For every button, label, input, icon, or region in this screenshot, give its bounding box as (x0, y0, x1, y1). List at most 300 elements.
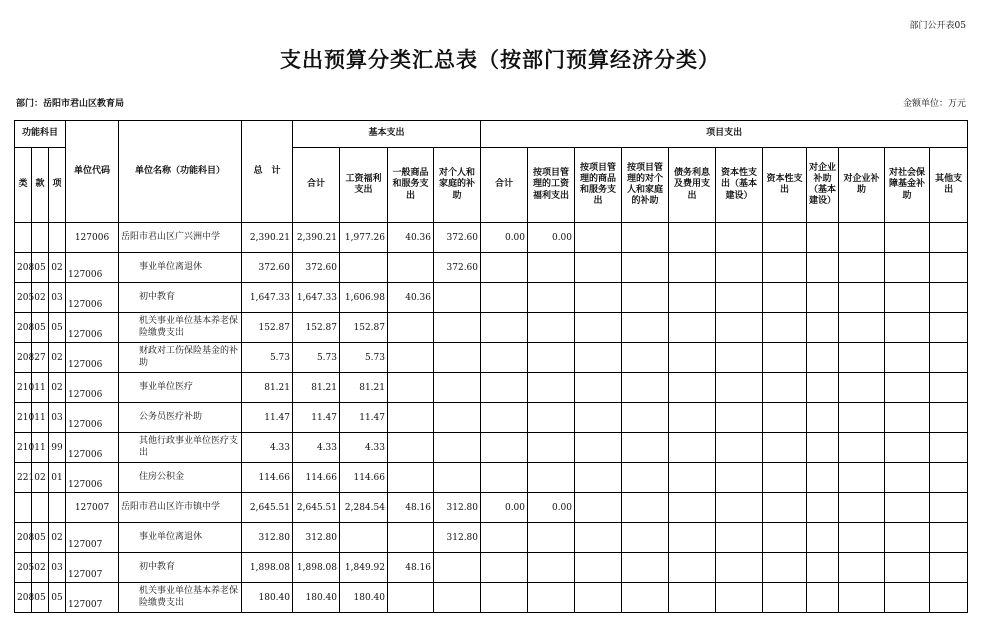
basic-total-cell: 11.47 (293, 403, 340, 433)
basic-total-cell: 312.80 (293, 523, 340, 553)
project-total-cell (481, 553, 528, 583)
project-total-cell (481, 433, 528, 463)
unit-code-cell: 127006 (66, 223, 119, 253)
project-total-cell: 0.00 (481, 223, 528, 253)
empty-cell (807, 283, 839, 313)
kuan-cell: 27 (32, 343, 49, 373)
header-project-debt: 债务利息及费用支出 (669, 148, 716, 223)
empty-cell (885, 523, 930, 553)
empty-cell (716, 373, 763, 403)
project-wage-cell (528, 433, 575, 463)
header-project-social-security: 对社会保障基金补助 (885, 148, 930, 223)
empty-cell (807, 493, 839, 523)
empty-cell (622, 553, 669, 583)
project-wage-cell (528, 343, 575, 373)
unit-label: 金额单位：万元 (902, 99, 966, 109)
basic-wage-cell: 81.21 (340, 373, 388, 403)
empty-cell (839, 553, 885, 583)
empty-cell (763, 373, 807, 403)
basic-goods-cell (388, 463, 434, 493)
empty-cell (885, 313, 930, 343)
unit-code-cell: 127006 (66, 373, 119, 403)
project-total-cell (481, 343, 528, 373)
kuan-cell: 11 (32, 373, 49, 403)
unit-code-cell: 127006 (66, 283, 119, 313)
header-basic-personal: 对个人和家庭的补助 (434, 148, 481, 223)
project-total-cell (481, 583, 528, 613)
empty-cell (716, 463, 763, 493)
unit-name-cell: 岳阳市君山区广兴洲中学 (119, 223, 242, 253)
kuan-cell: 02 (32, 463, 49, 493)
empty-cell (763, 343, 807, 373)
empty-cell (885, 373, 930, 403)
kuan-cell: 05 (32, 253, 49, 283)
unit-name-cell: 财政对工伤保险基金的补助 (119, 343, 242, 373)
project-wage-cell (528, 463, 575, 493)
unit-code-cell: 127006 (66, 313, 119, 343)
empty-cell (839, 403, 885, 433)
empty-cell (930, 493, 968, 523)
empty-cell (763, 403, 807, 433)
empty-cell (622, 493, 669, 523)
total-cell: 1,898.08 (242, 553, 293, 583)
basic-personal-cell: 312.80 (434, 493, 481, 523)
unit-name-cell: 公务员医疗补助 (119, 403, 242, 433)
kuan-cell: 11 (32, 403, 49, 433)
empty-cell (575, 553, 622, 583)
header-unit-code: 单位代码 (66, 121, 119, 223)
empty-cell (807, 523, 839, 553)
table-row (15, 523, 968, 553)
kuan-cell: 02 (32, 553, 49, 583)
basic-wage-cell: 114.66 (340, 463, 388, 493)
empty-cell (763, 523, 807, 553)
empty-cell (807, 553, 839, 583)
empty-cell (575, 253, 622, 283)
table-row (15, 253, 968, 283)
empty-cell (575, 583, 622, 613)
header-basic-wage: 工资福利支出 (340, 148, 388, 223)
lei-cell: 210 (15, 433, 32, 463)
empty-cell (716, 403, 763, 433)
basic-personal-cell: 372.60 (434, 253, 481, 283)
empty-cell (622, 253, 669, 283)
empty-cell (807, 403, 839, 433)
kuan-cell: 05 (32, 583, 49, 613)
header-func-subject: 功能科目 (15, 121, 66, 148)
basic-total-cell: 5.73 (293, 343, 340, 373)
total-cell: 372.60 (242, 253, 293, 283)
project-total-cell (481, 253, 528, 283)
xiang-cell: 05 (49, 583, 66, 613)
basic-total-cell: 2,645.51 (293, 493, 340, 523)
unit-code-cell: 127006 (66, 253, 119, 283)
empty-cell (669, 313, 716, 343)
header-project-wage: 按项目管理的工资福利支出 (528, 148, 575, 223)
empty-cell (807, 253, 839, 283)
empty-cell (930, 463, 968, 493)
project-total-cell (481, 463, 528, 493)
xiang-cell: 02 (49, 373, 66, 403)
basic-total-cell: 1,647.33 (293, 283, 340, 313)
basic-goods-cell (388, 373, 434, 403)
empty-cell (930, 253, 968, 283)
empty-cell (716, 553, 763, 583)
project-wage-cell (528, 253, 575, 283)
empty-cell (807, 433, 839, 463)
lei-cell: 221 (15, 463, 32, 493)
empty-cell (622, 223, 669, 253)
basic-personal-cell: 372.60 (434, 223, 481, 253)
empty-cell (763, 433, 807, 463)
empty-cell (669, 583, 716, 613)
basic-personal-cell (434, 313, 481, 343)
empty-cell (622, 523, 669, 553)
empty-cell (885, 283, 930, 313)
empty-cell (930, 283, 968, 313)
basic-goods-cell: 48.16 (388, 553, 434, 583)
xiang-cell: 03 (49, 283, 66, 313)
total-cell: 180.40 (242, 583, 293, 613)
header-project: 项目支出 (481, 121, 968, 148)
empty-cell (575, 403, 622, 433)
xiang-cell (49, 223, 66, 253)
unit-name-cell: 住房公积金 (119, 463, 242, 493)
unit-code-cell: 127006 (66, 343, 119, 373)
empty-cell (575, 283, 622, 313)
empty-cell (839, 583, 885, 613)
basic-goods-cell (388, 523, 434, 553)
empty-cell (575, 373, 622, 403)
total-cell: 152.87 (242, 313, 293, 343)
empty-cell (839, 253, 885, 283)
unit-code-cell: 127007 (66, 523, 119, 553)
total-cell: 11.47 (242, 403, 293, 433)
empty-cell (839, 283, 885, 313)
basic-total-cell: 1,898.08 (293, 553, 340, 583)
basic-wage-cell: 5.73 (340, 343, 388, 373)
total-cell: 114.66 (242, 463, 293, 493)
project-wage-cell: 0.00 (528, 223, 575, 253)
header-xiang: 项 (49, 148, 66, 223)
basic-wage-cell: 1,849.92 (340, 553, 388, 583)
empty-cell (622, 583, 669, 613)
basic-total-cell: 152.87 (293, 313, 340, 343)
empty-cell (885, 223, 930, 253)
empty-cell (807, 343, 839, 373)
empty-cell (669, 463, 716, 493)
kuan-cell (32, 493, 49, 523)
page-title: 支出预算分类汇总表（按部门预算经济分类） (280, 47, 720, 72)
empty-cell (930, 343, 968, 373)
empty-cell (839, 433, 885, 463)
basic-total-cell: 114.66 (293, 463, 340, 493)
header-project-enterprise-construction: 对企业补助（基本建设） (807, 148, 839, 223)
empty-cell (669, 223, 716, 253)
lei-cell: 208 (15, 343, 32, 373)
basic-total-cell: 180.40 (293, 583, 340, 613)
empty-cell (807, 223, 839, 253)
empty-cell (930, 403, 968, 433)
empty-cell (885, 493, 930, 523)
header-basic: 基本支出 (293, 121, 481, 148)
basic-wage-cell: 2,284.54 (340, 493, 388, 523)
unit-code-cell: 127006 (66, 403, 119, 433)
empty-cell (669, 253, 716, 283)
empty-cell (885, 343, 930, 373)
empty-cell (763, 463, 807, 493)
empty-cell (885, 253, 930, 283)
basic-personal-cell (434, 283, 481, 313)
empty-cell (622, 313, 669, 343)
xiang-cell: 02 (49, 253, 66, 283)
kuan-cell: 05 (32, 313, 49, 343)
basic-wage-cell: 180.40 (340, 583, 388, 613)
empty-cell (807, 313, 839, 343)
empty-cell (839, 313, 885, 343)
empty-cell (622, 433, 669, 463)
basic-personal-cell (434, 463, 481, 493)
xiang-cell: 02 (49, 523, 66, 553)
lei-cell (15, 223, 32, 253)
basic-goods-cell: 40.36 (388, 223, 434, 253)
empty-cell (669, 343, 716, 373)
empty-cell (575, 463, 622, 493)
unit-code-cell: 127006 (66, 463, 119, 493)
header-total: 总 计 (242, 121, 293, 223)
empty-cell (716, 583, 763, 613)
empty-cell (716, 343, 763, 373)
total-cell: 5.73 (242, 343, 293, 373)
kuan-cell (32, 223, 49, 253)
empty-cell (669, 523, 716, 553)
basic-goods-cell (388, 403, 434, 433)
basic-personal-cell (434, 583, 481, 613)
lei-cell: 208 (15, 313, 32, 343)
lei-cell: 205 (15, 553, 32, 583)
basic-wage-cell: 11.47 (340, 403, 388, 433)
project-wage-cell (528, 313, 575, 343)
table-row (15, 403, 968, 433)
xiang-cell: 03 (49, 403, 66, 433)
table-row (15, 343, 968, 373)
unit-name-cell: 其他行政事业单位医疗支出 (119, 433, 242, 463)
empty-cell (669, 553, 716, 583)
empty-cell (839, 343, 885, 373)
empty-cell (885, 403, 930, 433)
basic-total-cell: 4.33 (293, 433, 340, 463)
table-row (15, 463, 968, 493)
empty-cell (575, 313, 622, 343)
unit-code-cell: 127006 (66, 433, 119, 463)
unit-name-cell: 岳阳市君山区许市镇中学 (119, 493, 242, 523)
project-total-cell (481, 373, 528, 403)
basic-goods-cell (388, 313, 434, 343)
header-project-personal: 按项目管理的对个人和家庭的补助 (622, 148, 669, 223)
basic-wage-cell: 4.33 (340, 433, 388, 463)
empty-cell (885, 553, 930, 583)
empty-cell (575, 493, 622, 523)
xiang-cell: 02 (49, 343, 66, 373)
empty-cell (763, 493, 807, 523)
basic-total-cell: 81.21 (293, 373, 340, 403)
basic-total-cell: 372.60 (293, 253, 340, 283)
total-cell: 312.80 (242, 523, 293, 553)
empty-cell (622, 343, 669, 373)
empty-cell (622, 463, 669, 493)
header-project-enterprise: 对企业补助 (839, 148, 885, 223)
empty-cell (807, 583, 839, 613)
lei-cell (15, 493, 32, 523)
basic-wage-cell: 152.87 (340, 313, 388, 343)
empty-cell (575, 343, 622, 373)
kuan-cell: 05 (32, 523, 49, 553)
empty-cell (763, 253, 807, 283)
basic-personal-cell (434, 343, 481, 373)
empty-cell (930, 433, 968, 463)
table-row (15, 553, 968, 583)
lei-cell: 208 (15, 583, 32, 613)
empty-cell (622, 373, 669, 403)
empty-cell (930, 313, 968, 343)
basic-wage-cell (340, 523, 388, 553)
project-total-cell (481, 283, 528, 313)
empty-cell (930, 523, 968, 553)
table-row (15, 493, 968, 523)
empty-cell (807, 463, 839, 493)
project-wage-cell (528, 553, 575, 583)
table-row (15, 223, 968, 253)
lei-cell: 210 (15, 373, 32, 403)
table-row (15, 283, 968, 313)
unit-code-cell: 127007 (66, 493, 119, 523)
project-wage-cell (528, 523, 575, 553)
project-total-cell (481, 523, 528, 553)
header-lei: 类 (15, 148, 32, 223)
department-label: 部门：岳阳市君山区教育局 (16, 99, 125, 109)
unit-code-cell: 127007 (66, 583, 119, 613)
empty-cell (763, 583, 807, 613)
header-project-total: 合计 (481, 148, 528, 223)
total-cell: 2,645.51 (242, 493, 293, 523)
basic-personal-cell (434, 553, 481, 583)
empty-cell (716, 313, 763, 343)
empty-cell (885, 463, 930, 493)
header-project-goods: 按项目管理的商品和服务支出 (575, 148, 622, 223)
empty-cell (930, 553, 968, 583)
empty-cell (839, 223, 885, 253)
empty-cell (930, 583, 968, 613)
project-wage-cell: 0.00 (528, 493, 575, 523)
empty-cell (669, 373, 716, 403)
xiang-cell: 99 (49, 433, 66, 463)
project-total-cell: 0.00 (481, 493, 528, 523)
empty-cell (763, 553, 807, 583)
empty-cell (839, 493, 885, 523)
xiang-cell: 01 (49, 463, 66, 493)
empty-cell (716, 253, 763, 283)
empty-cell (716, 523, 763, 553)
empty-cell (930, 223, 968, 253)
lei-cell: 205 (15, 283, 32, 313)
empty-cell (716, 283, 763, 313)
basic-wage-cell (340, 253, 388, 283)
basic-wage-cell: 1,977.26 (340, 223, 388, 253)
table-row (15, 583, 968, 613)
xiang-cell: 05 (49, 313, 66, 343)
empty-cell (716, 493, 763, 523)
header-unit-name: 单位名称（功能科目） (119, 121, 242, 223)
header-basic-goods: 一般商品和服务支出 (388, 148, 434, 223)
table-row (15, 373, 968, 403)
basic-goods-cell (388, 433, 434, 463)
total-cell: 2,390.21 (242, 223, 293, 253)
project-total-cell (481, 403, 528, 433)
empty-cell (763, 313, 807, 343)
table-row (15, 313, 968, 343)
header-project-capital: 资本性支出 (763, 148, 807, 223)
empty-cell (763, 283, 807, 313)
empty-cell (839, 463, 885, 493)
empty-cell (669, 403, 716, 433)
basic-goods-cell: 48.16 (388, 493, 434, 523)
empty-cell (622, 283, 669, 313)
header-kuan: 款 (32, 148, 49, 223)
header-project-capital-construction: 资本性支出（基本建设） (716, 148, 763, 223)
unit-name-cell: 初中教育 (119, 283, 242, 313)
lei-cell: 210 (15, 403, 32, 433)
basic-personal-cell: 312.80 (434, 523, 481, 553)
basic-goods-cell (388, 343, 434, 373)
kuan-cell: 11 (32, 433, 49, 463)
unit-name-cell: 事业单位医疗 (119, 373, 242, 403)
empty-cell (885, 433, 930, 463)
basic-wage-cell: 1,606.98 (340, 283, 388, 313)
basic-goods-cell (388, 583, 434, 613)
unit-name-cell: 机关事业单位基本养老保险缴费支出 (119, 583, 242, 613)
total-cell: 1,647.33 (242, 283, 293, 313)
basic-personal-cell (434, 433, 481, 463)
empty-cell (575, 523, 622, 553)
empty-cell (669, 493, 716, 523)
unit-name-cell: 机关事业单位基本养老保险缴费支出 (119, 313, 242, 343)
project-total-cell (481, 313, 528, 343)
xiang-cell (49, 493, 66, 523)
lei-cell: 208 (15, 523, 32, 553)
empty-cell (575, 223, 622, 253)
basic-goods-cell: 40.36 (388, 283, 434, 313)
kuan-cell: 02 (32, 283, 49, 313)
unit-name-cell: 初中教育 (119, 553, 242, 583)
project-wage-cell (528, 583, 575, 613)
unit-code-cell: 127007 (66, 553, 119, 583)
empty-cell (807, 373, 839, 403)
basic-personal-cell (434, 403, 481, 433)
empty-cell (763, 223, 807, 253)
unit-name-cell: 事业单位离退休 (119, 523, 242, 553)
empty-cell (716, 433, 763, 463)
project-wage-cell (528, 373, 575, 403)
empty-cell (575, 433, 622, 463)
basic-goods-cell (388, 253, 434, 283)
lei-cell: 208 (15, 253, 32, 283)
empty-cell (885, 583, 930, 613)
empty-cell (839, 373, 885, 403)
unit-name-cell: 事业单位离退休 (119, 253, 242, 283)
project-wage-cell (528, 403, 575, 433)
total-cell: 4.33 (242, 433, 293, 463)
empty-cell (669, 283, 716, 313)
